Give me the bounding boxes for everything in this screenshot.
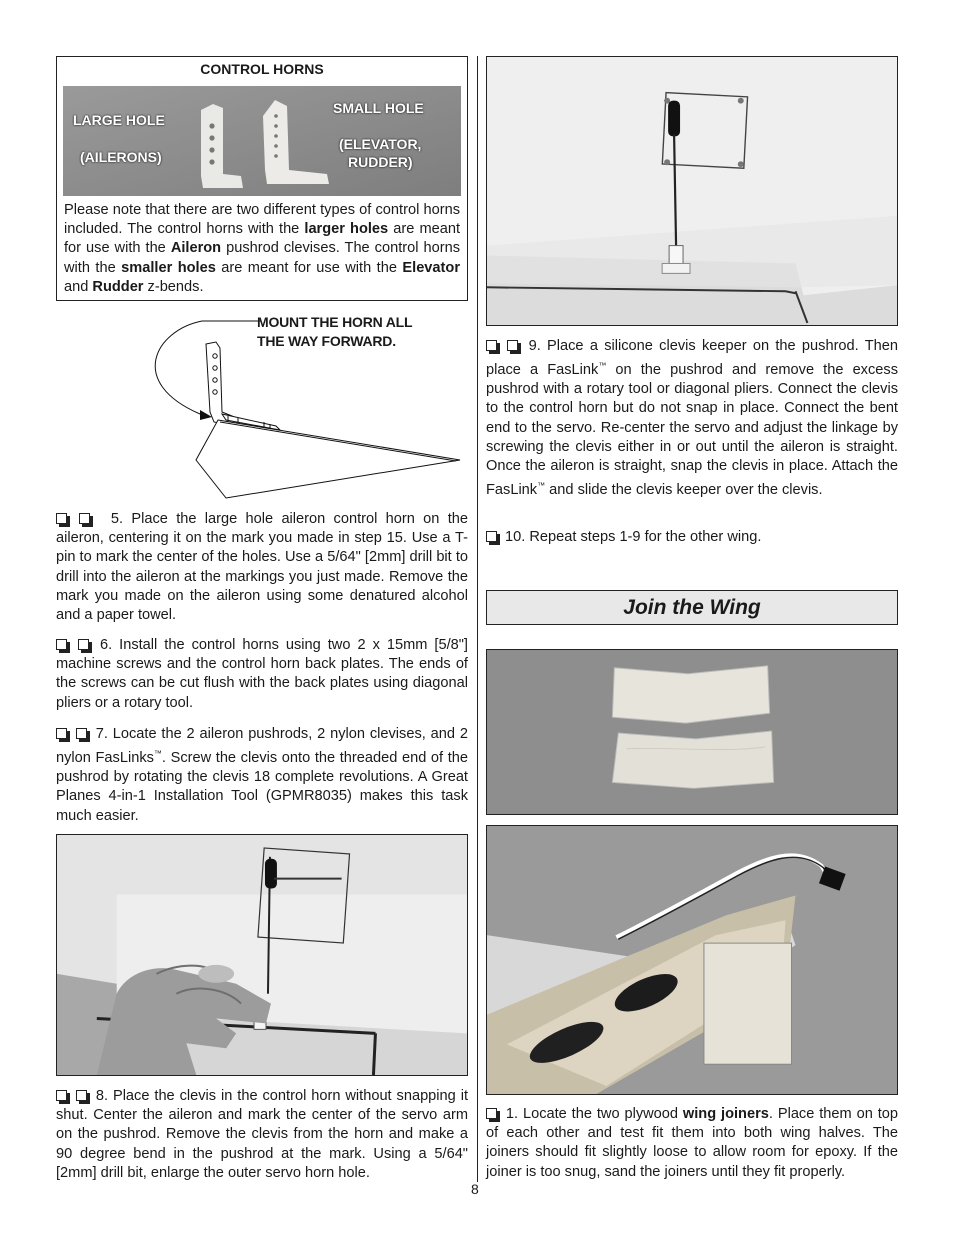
column-divider [477,56,478,1182]
checkbox-icon[interactable] [507,340,518,351]
control-horns-title: CONTROL HORNS [200,61,324,77]
step-6: 6. Install the control horns using two 2 x 15mm [5/8"] machine screws and the control horn back plates. The ends of the screws can be cut flush with the back plates using diagonal pliers or a rotary tool. [56,637,468,711]
checkbox-icon[interactable] [76,728,87,739]
photo-wing-joiners [486,649,898,815]
checkbox-icon[interactable] [56,728,67,739]
join-step-1: 1. Locate the two plywood wing joiners. Place them on top of each other and test fit them into both wing halves. The joiners should fit slightly loose to allow room for epoxy. If the joiner is too snug, sand the joiners until they fit properly. [486,1106,898,1180]
label-ailerons: (AILERONS) [80,149,162,165]
label-rudder: RUDDER) [348,154,413,170]
checkbox-icon[interactable] [76,1090,87,1101]
label-elevator: (ELEVATOR, [339,136,422,152]
checkbox-icon[interactable] [56,513,67,524]
checkbox-icon[interactable] [78,639,89,650]
checkbox-icon[interactable] [486,1108,497,1119]
control-horns-box [56,56,468,301]
photo-marking-pushrod [56,834,468,1076]
horn-mount-diagram [136,312,466,502]
checkbox-icon[interactable] [79,513,90,524]
photo-joiner-fitted [486,825,898,1095]
checkbox-icon[interactable] [56,1090,67,1101]
section-title: Join the Wing [486,590,898,625]
checkbox-icon[interactable] [56,639,67,650]
step-9: 9. Place a silicone clevis keeper on the pushrod. Then place a FasLink™ on the pushrod and remove the excess pushrod with a rotary tool or diagonal pliers. Connect the clevis to the control horn but do not snap in place. Connect the bent end to the servo. Re-center the servo and adjust the linkage by screwing the clevis either in or out until the aileron is straight. Once the aileron is straight, snap the clevis in place. Attach the FasLink™ and slide the clevis keeper over the clevis. [486,338,899,499]
checkbox-icon[interactable] [486,340,497,351]
label-large-hole: LARGE HOLE [73,112,165,128]
step-5: 5. Place the large hole aileron control horn on the aileron, centering it on the mark you made in step 15. Use a T-pin to mark the center of the holes. Use a 5/64" [2mm] drill bit to drill into the aileron at the markings you just made. Remove the mark you made on the aileron using some denatured alcohol and a paper towel. [56,511,468,624]
diagram-label-2: THE WAY FORWARD. [257,333,396,349]
label-small-hole: SMALL HOLE [333,100,424,116]
step-7: 7. Locate the 2 aileron pushrods, 2 nylon clevises, and 2 nylon FasLinks™. Screw the clevis onto the threaded end of the pushrod by rotating the clevis 18 complete revolutions. A Great Planes 4-in-1 Installation Tool (GPMR8035) makes this task much easier. [56,726,469,824]
checkbox-icon[interactable] [486,531,497,542]
photo-servo-linkage [486,56,898,326]
step-8: 8. Place the clevis in the control horn without snapping it shut. Center the aileron and mark the center of the servo arm on the pushrod. Remove the clevis from the horn and make a 90 degree bend in the pushrod at the mark. Using a 5/64" [2mm] drill bit, enlarge the outer servo horn hole. [56,1088,468,1181]
control-horns-photo [63,86,461,196]
control-horns-note: Please note that there are two different types of control horns included. The control horns with the larger holes are meant for use with the Aileron pushrod clevises. The control horns with the smaller holes are meant for use with the Elevator and Rudder z-bends. [64,202,461,295]
page-number: 8 [471,1181,479,1197]
diagram-label-1: MOUNT THE HORN ALL [257,314,413,330]
step-10: 10. Repeat steps 1-9 for the other wing. [486,528,898,547]
